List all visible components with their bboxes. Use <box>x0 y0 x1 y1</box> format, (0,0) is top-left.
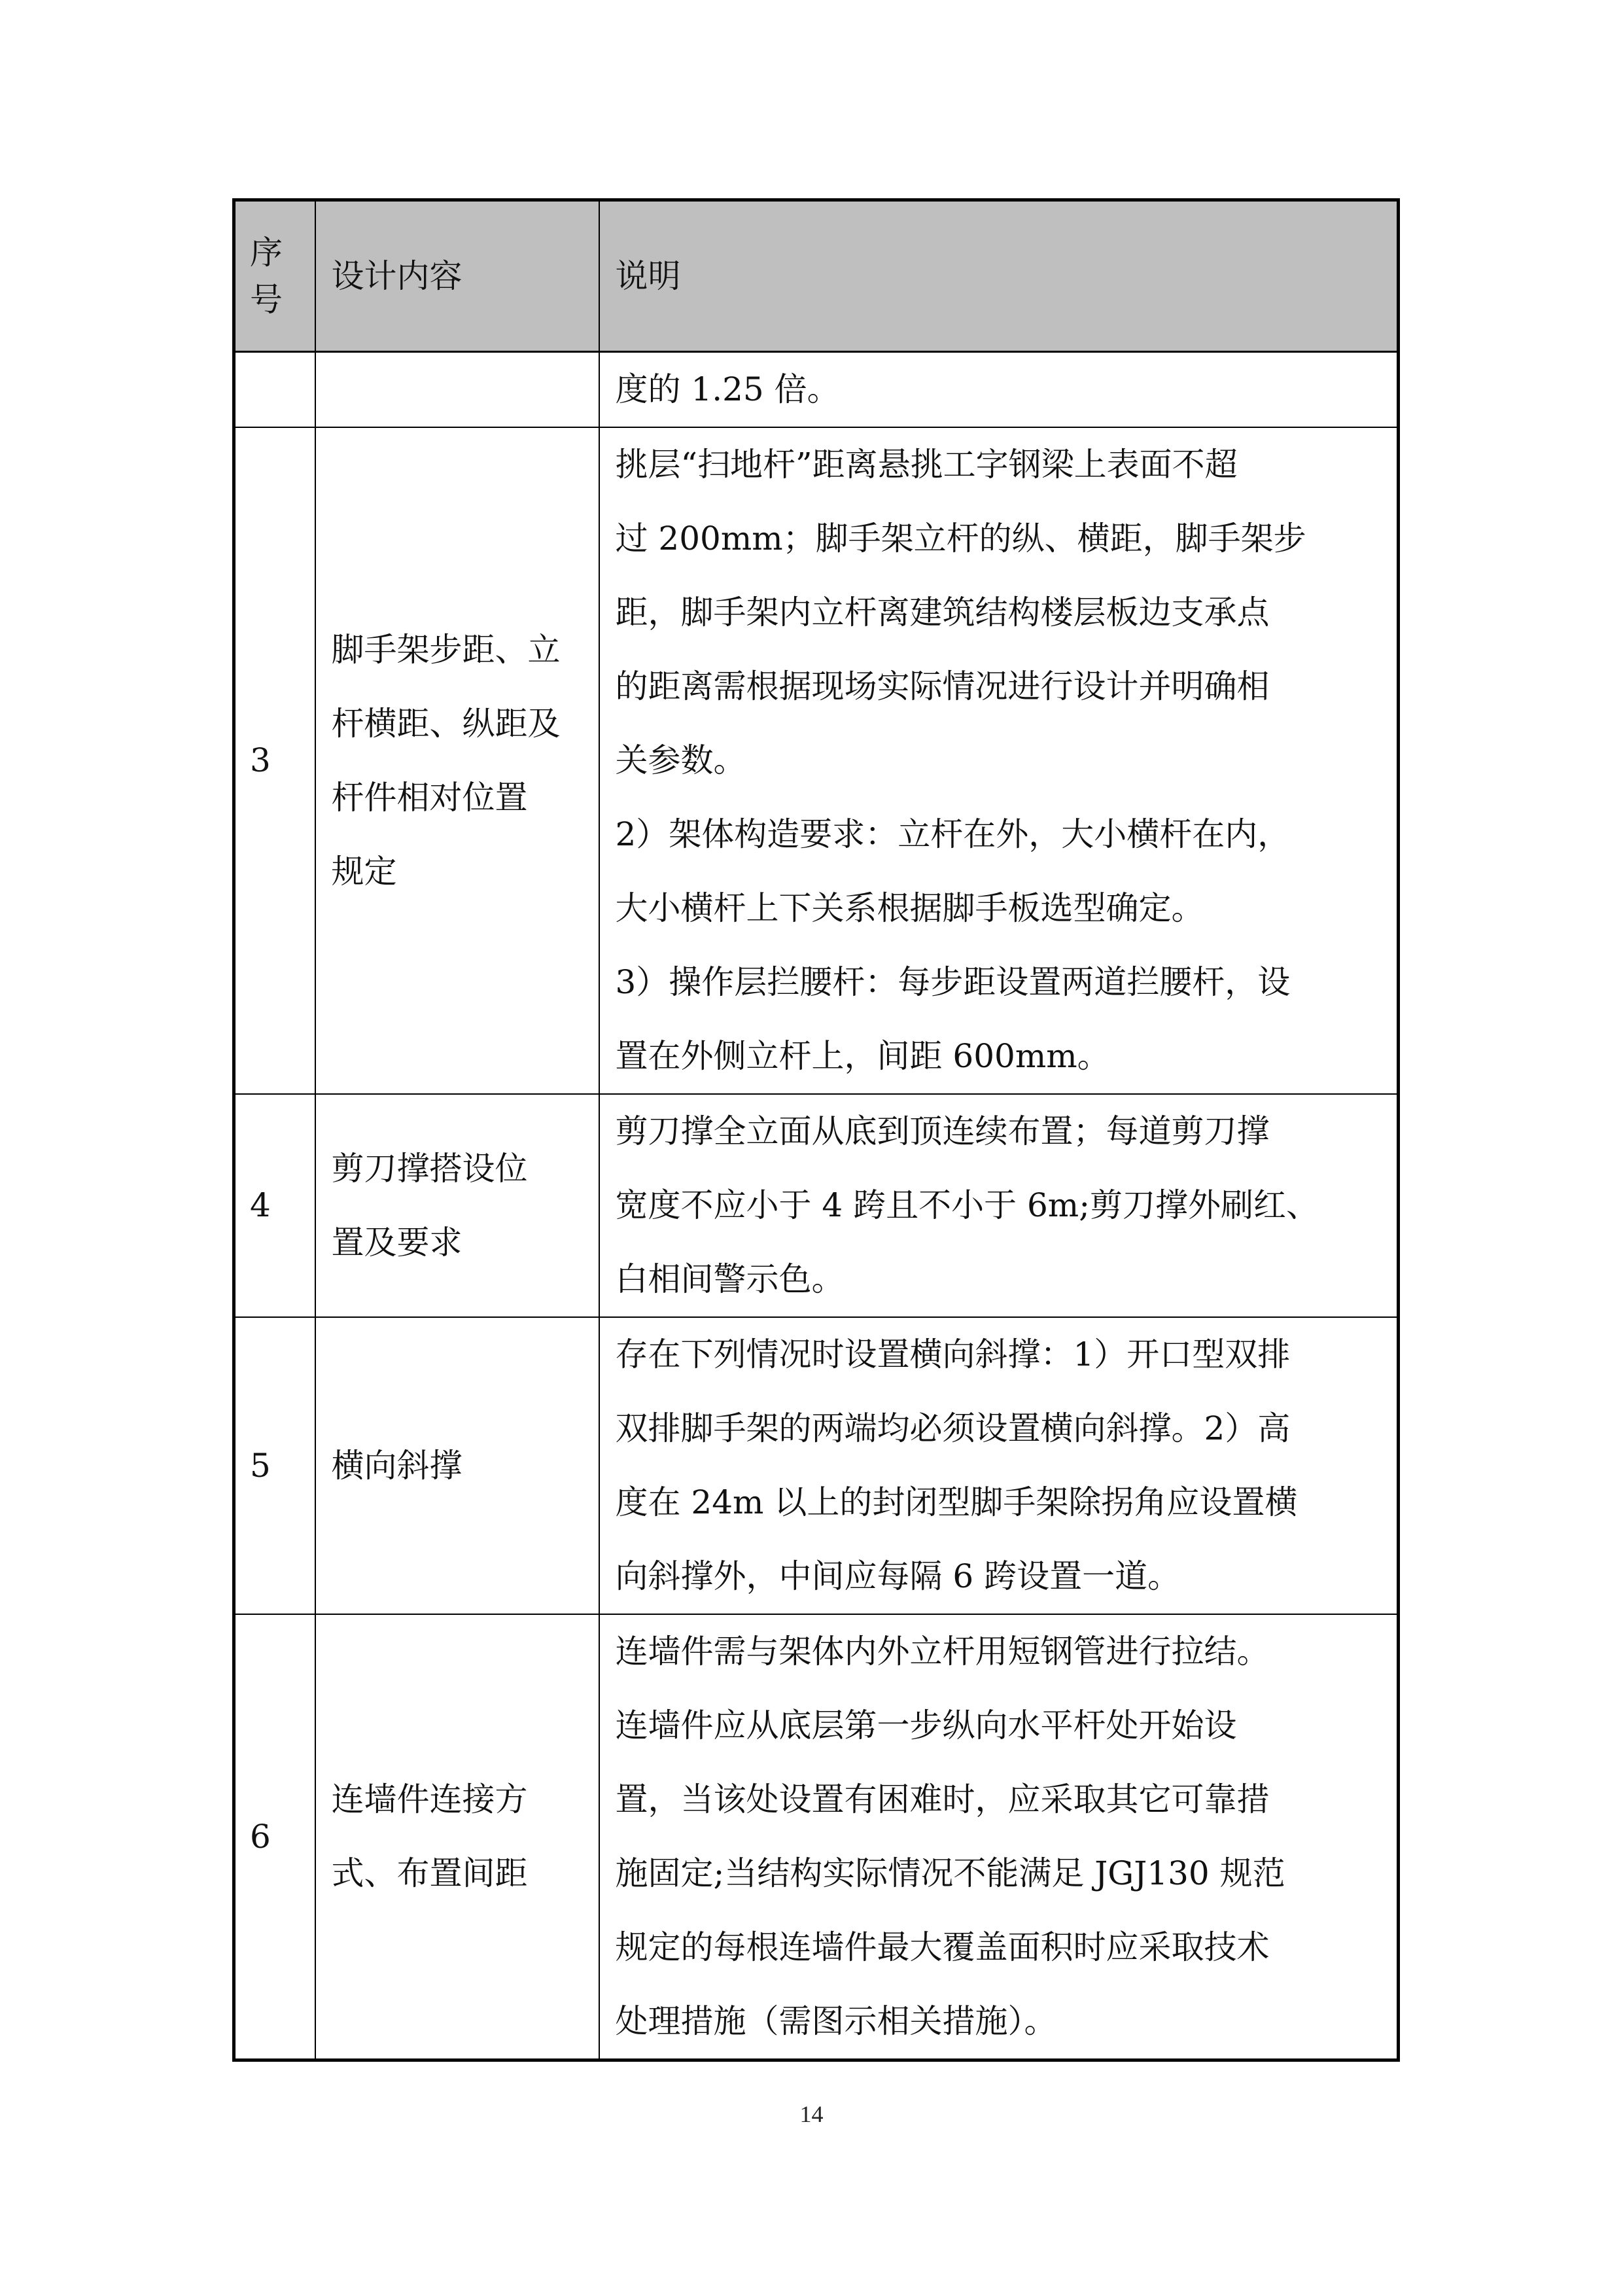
row-desc-line: 3）操作层拦腰杆：每步距设置两道拦腰杆，设 <box>615 963 1291 1001</box>
row-desc-cell <box>599 1317 1399 1614</box>
spec-table <box>232 198 1400 2062</box>
header-desc-label: 说明 <box>615 256 681 295</box>
row-content-line: 规定 <box>331 852 397 891</box>
row-desc-line: 白相间警示色。 <box>615 1260 845 1298</box>
row-desc-line: 向斜撑外，中间应每隔 6 跨设置一道。 <box>615 1557 1181 1595</box>
row-desc-line: 大小横杆上下关系根据脚手板选型确定。 <box>615 889 1204 927</box>
header-desc-cell <box>599 200 1399 352</box>
row-desc-line: 置，当该处设置有困难时，应采取其它可靠措 <box>615 1780 1270 1818</box>
row-num-cell <box>234 1317 315 1614</box>
row-desc-line: 存在下列情况时设置横向斜撑：1）开口型双排 <box>615 1335 1291 1373</box>
table-row <box>234 352 1399 428</box>
table-row <box>234 1317 1399 1614</box>
row-content-cell <box>315 1094 599 1317</box>
row-desc-line: 关参数。 <box>615 741 746 779</box>
header-content-cell <box>315 200 599 352</box>
row-num: 6 <box>250 1817 271 1856</box>
table-row <box>234 427 1399 1094</box>
row-desc-line: 施固定;当结构实际情况不能满足 JGJ130 规范 <box>615 1854 1285 1892</box>
row-num-cell <box>234 1614 315 2060</box>
row-desc-line: 规定的每根连墙件最大覆盖面积时应采取技术 <box>615 1928 1270 1966</box>
row-desc-cell <box>599 352 1399 428</box>
row-content-line: 剪刀撑搭设位 <box>331 1149 528 1188</box>
row-desc-line: 连墙件需与架体内外立杆用短钢管进行拉结。 <box>615 1633 1270 1670</box>
row-desc-line: 距，脚手架内立杆离建筑结构楼层板边支承点 <box>615 593 1270 631</box>
row-num: 4 <box>250 1186 271 1224</box>
row-desc-line: 的距离需根据现场实际情况进行设计并明确相 <box>615 667 1270 705</box>
row-desc-line: 2）架体构造要求：立杆在外，大小横杆在内， <box>615 815 1291 853</box>
row-desc-cell <box>599 1614 1399 2060</box>
row-content-cell <box>315 352 599 428</box>
row-desc-line: 度的 1.25 倍。 <box>615 370 840 408</box>
row-content-line: 横向斜撑 <box>331 1446 462 1485</box>
header-num-label: 序号 <box>250 234 283 319</box>
table-row <box>234 1094 1399 1317</box>
row-num-cell <box>234 352 315 428</box>
table-row <box>234 1614 1399 2060</box>
row-desc-line: 双排脚手架的两端均必须设置横向斜撑。2）高 <box>615 1409 1291 1447</box>
row-content-line: 脚手架步距、立 <box>331 630 561 669</box>
row-content-line: 置及要求 <box>331 1223 462 1262</box>
row-desc-line: 置在外侧立杆上，间距 600mm。 <box>615 1037 1110 1075</box>
row-desc-line: 连墙件应从底层第一步纵向水平杆处开始设 <box>615 1706 1237 1744</box>
row-desc-cell <box>599 1094 1399 1317</box>
row-content-cell <box>315 427 599 1094</box>
row-num-cell <box>234 1094 315 1317</box>
row-content-line: 连墙件连接方 <box>331 1780 528 1818</box>
row-content-line: 式、布置间距 <box>331 1854 528 1892</box>
row-content-cell <box>315 1317 599 1614</box>
table-header-row <box>234 200 1399 352</box>
row-num: 5 <box>250 1446 271 1485</box>
row-content-line: 杆件相对位置 <box>331 778 528 817</box>
row-desc-line: 处理措施（需图示相关措施）。 <box>615 2002 1057 2040</box>
row-desc-line: 度在 24m 以上的封闭型脚手架除拐角应设置横 <box>615 1483 1298 1521</box>
row-content-line: 杆横距、纵距及 <box>331 704 561 743</box>
row-desc-line: 宽度不应小于 4 跨且不小于 6m;剪刀撑外刷红、 <box>615 1186 1319 1224</box>
header-content-label: 设计内容 <box>331 256 462 295</box>
row-desc-line: 挑层“扫地杆”距离悬挑工字钢梁上表面不超 <box>615 446 1238 484</box>
header-num-cell <box>234 200 315 352</box>
row-desc-line: 剪刀撑全立面从底到顶连续布置；每道剪刀撑 <box>615 1112 1270 1150</box>
page-number: 14 <box>799 2101 824 2127</box>
row-desc-line: 过 200mm；脚手架立杆的纵、横距，脚手架步 <box>615 520 1306 557</box>
row-content-cell <box>315 1614 599 2060</box>
row-desc-cell <box>599 427 1399 1094</box>
row-num-cell <box>234 427 315 1094</box>
row-num: 3 <box>250 741 271 779</box>
